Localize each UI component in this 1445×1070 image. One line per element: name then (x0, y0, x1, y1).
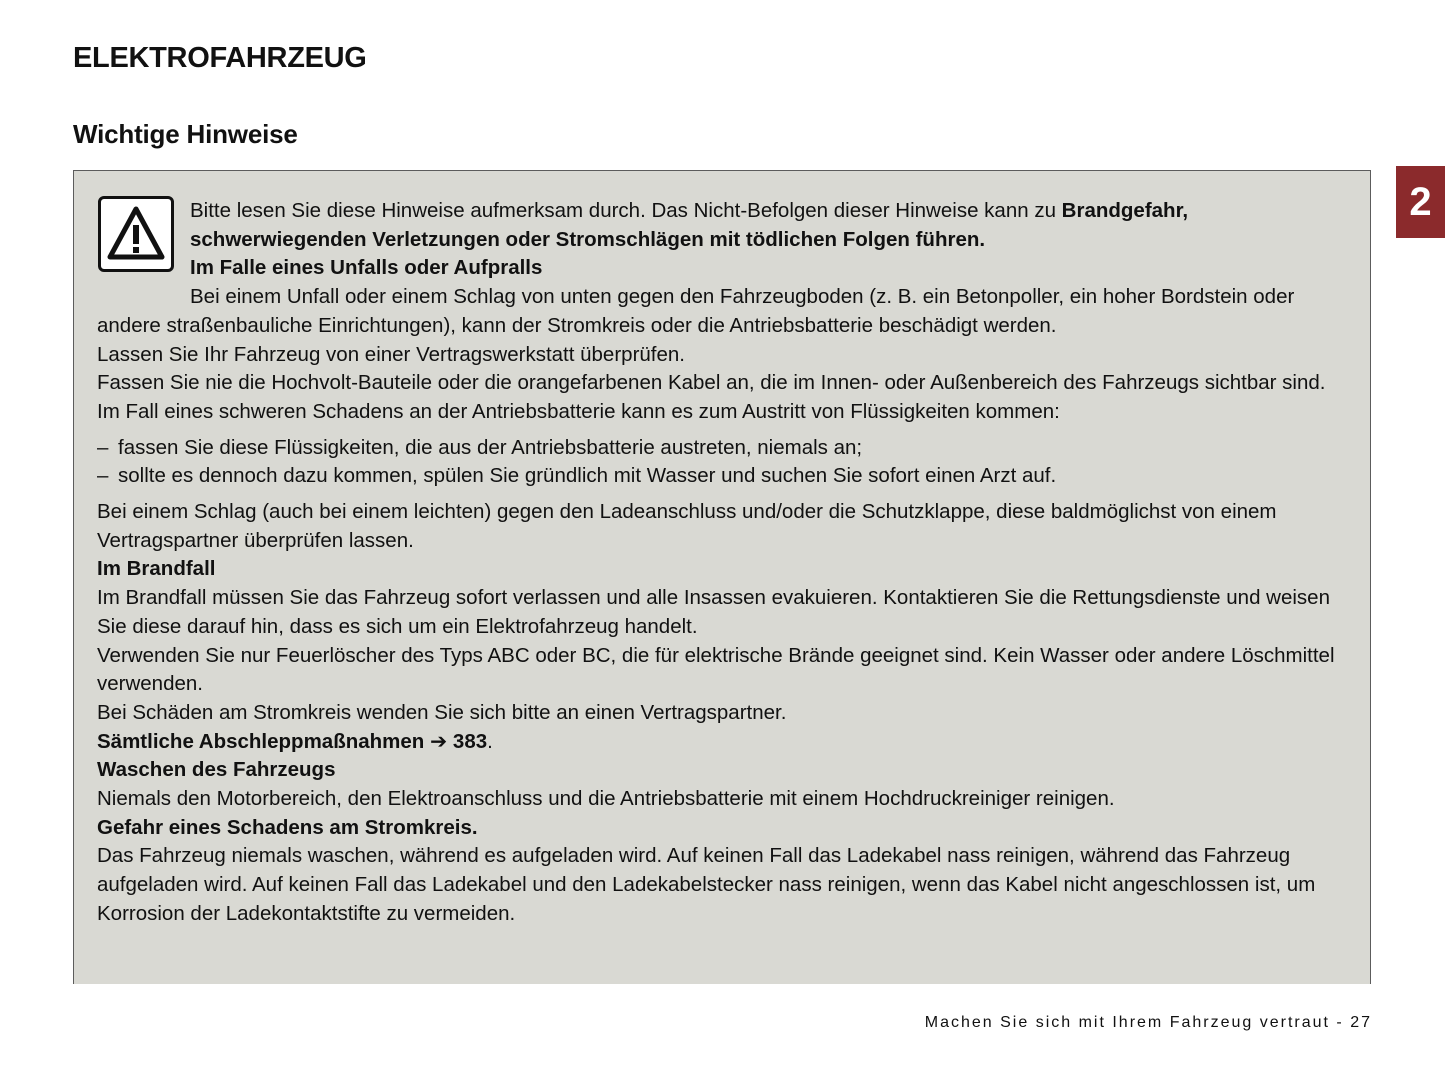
bullet-text: sollte es dennoch dazu kommen, spülen Sie gründlich mit Wasser und suchen Sie sofort einen Arzt auf. (118, 464, 1057, 488)
accident-heading: Im Falle eines Unfalls oder Aufpralls (190, 256, 543, 280)
damage-paragraph-1: Das Fahrzeug niemals waschen, während es aufgeladen wird. Auf keinen Fall das Ladekabel nass reinigen, während das Fahrzeug aufgeladen wird. Auf keinen Fall das Ladekabel und den Ladekabelstecker nass reinigen, wenn das Kabel nicht angeschlossen ist, um Korrosion der Ladekontaktstifte zu vermeiden. (97, 844, 1316, 925)
wash-heading: Waschen des Fahrzeugs (97, 758, 336, 782)
towing-page-link[interactable]: 383 (452, 729, 488, 753)
section-title: ELEKTROFAHRZEUG (73, 42, 367, 74)
list-item (97, 434, 1347, 463)
accident-paragraph-5: Bei einem Schlag (auch bei einem leichten) gegen den Ladeanschluss und/oder die Schutzklappe, diese baldmöglichst von einem Vertragspartner überprüfen lassen. (97, 500, 1277, 552)
fire-paragraph-1: Im Brandfall müssen Sie das Fahrzeug sofort verlassen und alle Insassen evakuieren. Kontaktieren Sie die Rettungsdienste und weisen Sie diese darauf hin, dass es sich um ein Elektrofahrzeug handelt. (97, 586, 1330, 638)
towing-end: . (487, 729, 493, 753)
fire-heading: Im Brandfall (97, 557, 216, 581)
page-footer: Machen Sie sich mit Ihrem Fahrzeug vertraut - 27 (924, 1014, 1372, 1031)
fire-paragraph-3: Bei Schäden am Stromkreis wenden Sie sich bitte an einen Vertragspartner. (97, 700, 787, 724)
chapter-tab[interactable]: 2 (1396, 166, 1445, 238)
accident-paragraph-2: Lassen Sie Ihr Fahrzeug von einer Vertragswerkstatt überprüfen. (97, 342, 685, 366)
intro-warning-bold: Brandgefahr, schwerwiegenden Verletzungen oder Stromschlägen mit tödlichen Folgen führen. (190, 199, 1189, 251)
towing-label: Sämtliche Abschleppmaßnahmen (97, 729, 425, 753)
fire-paragraph-2: Verwenden Sie nur Feuerlöscher des Typs ABC oder BC, die für elektrische Brände geeignet sind. Kein Wasser oder andere Löschmittel verwenden. (97, 643, 1335, 696)
intro-text: Bitte lesen Sie diese Hinweise aufmerksam durch. Das Nicht-Befolgen dieser Hinweise kann zu (190, 199, 1062, 222)
accident-paragraph-3: Fassen Sie nie die Hochvolt-Bauteile oder die orangefarbenen Kabel an, die im Innen- oder Außenbereich des Fahrzeugs sichtbar sind. (97, 371, 1326, 395)
bullet-dash: – (97, 435, 109, 459)
arrow-right-icon: ➔ (430, 729, 448, 753)
damage-heading: Gefahr eines Schadens am Stromkreis. (97, 815, 478, 839)
bullet-list (97, 434, 1347, 491)
intro-paragraph (97, 197, 1347, 254)
accident-paragraph-1: Bei einem Unfall oder einem Schlag von unten gegen den Fahrzeugboden (z. B. ein Betonpoller, ein hoher Bordstein oder andere straßenbauliche Einrichtungen), kann der Stromkreis oder die Antriebsbatterie beschädigt werden. (97, 285, 1295, 337)
bullet-text: fassen Sie diese Flüssigkeiten, die aus der Antriebsbatterie austreten, niemals an; (118, 435, 863, 459)
wash-paragraph-1: Niemals den Motorbereich, den Elektroanschluss und die Antriebsbatterie mit einem Hochdruckreiniger reinigen. (97, 787, 1115, 811)
bullet-dash: – (97, 464, 109, 488)
accident-paragraph-4: Im Fall eines schweren Schadens an der Antriebsbatterie kann es zum Austritt von Flüssigkeiten kommen: (97, 399, 1060, 423)
list-item (97, 462, 1347, 491)
notice-text (97, 197, 1347, 929)
warning-box (73, 170, 1371, 984)
subsection-title: Wichtige Hinweise (73, 119, 298, 149)
towing-reference (97, 728, 1347, 757)
